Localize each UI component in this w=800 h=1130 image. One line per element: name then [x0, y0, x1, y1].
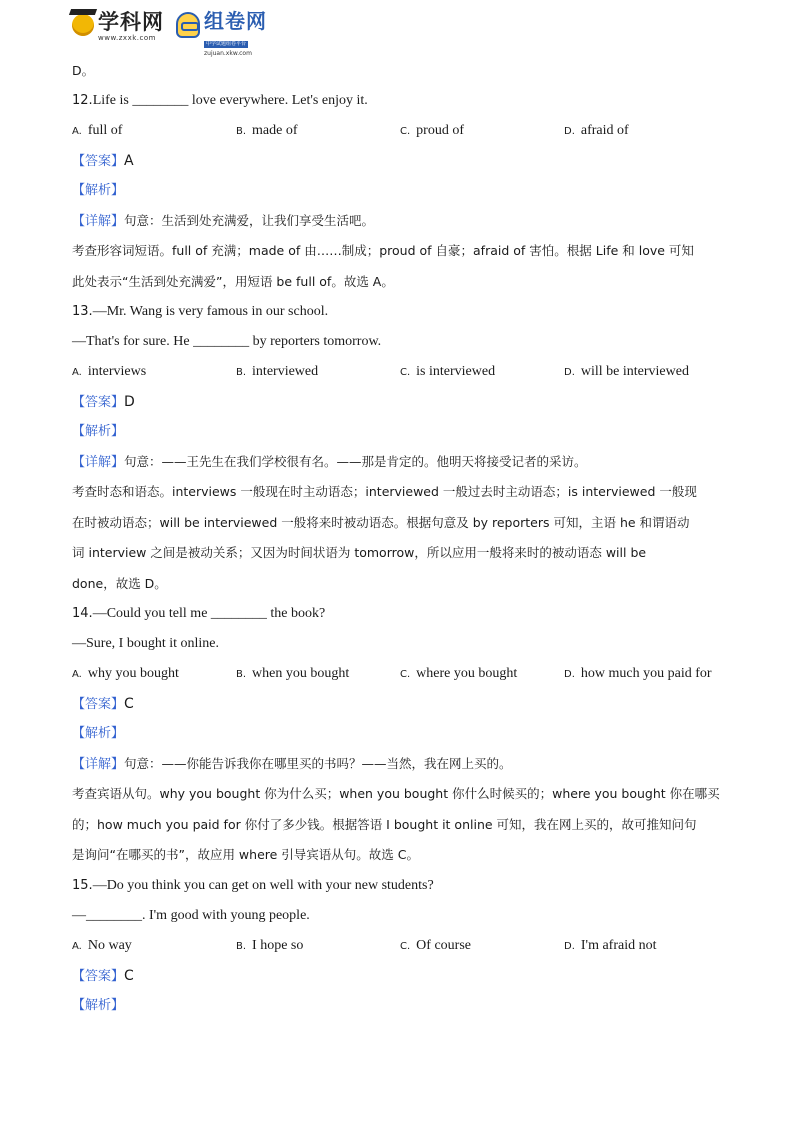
answer-line: 【答案】C — [72, 696, 134, 712]
option-b: B. interviewed — [236, 364, 319, 379]
detail-line: 【详解】句意：——你能告诉我你在哪里买的书吗？——当然，我在网上买的。 — [72, 756, 512, 772]
document-body — [72, 56, 732, 1021]
question-stem: 13.—Mr. Wang is very famous in our school. — [72, 304, 329, 319]
graduation-cap-icon — [72, 14, 94, 36]
options-row — [72, 659, 732, 689]
detail-line: 【详解】句意：——王先生在我们学校很有名。——那是肯定的。他明天将接受记者的采访。 — [72, 454, 587, 470]
logo2-url: zujuan.xkw.com — [204, 50, 252, 57]
question-12 — [72, 86, 732, 297]
option-b: B. when you bought — [236, 666, 350, 681]
option-d: D. will be interviewed — [564, 364, 689, 379]
options-row — [72, 931, 732, 961]
analysis-label: 【解析】 — [72, 424, 125, 439]
logo2-strip: 中学试题组卷平台 — [206, 41, 247, 47]
owl-mascot-icon — [176, 12, 200, 38]
option-c: C. Of course — [400, 937, 471, 953]
option-d: D. how much you paid for — [564, 666, 712, 681]
option-a: A. why you bought — [72, 666, 179, 681]
option-a: A. interviews — [72, 364, 147, 379]
explanation: 考查时态和语态。interviews 一般现在时主动语态；interviewed 一般过去时主动语态；is interviewed 一般现 在时被动语态；will be interviewed 一般将来时被动语态。根据句意及 by reporters 可知，主语 he 和谓语动 词 interview 之间是被动关系；又因为时间状语为 tomorrow，所以应用一般将来时的被动语态 will be done，故选 D。 — [72, 484, 697, 591]
analysis-label: 【解析】 — [72, 997, 125, 1013]
question-13 — [72, 297, 732, 599]
question-15 — [72, 871, 732, 1021]
analysis-label: 【解析】 — [72, 183, 125, 198]
question-stem-line2: —________. I'm good with young people. — [72, 907, 310, 923]
option-d: D. afraid of — [564, 123, 629, 138]
option-c: C. is interviewed — [400, 364, 496, 379]
answer-line: 【答案】C — [72, 967, 134, 984]
options-row — [72, 357, 732, 387]
answer-line: 【答案】A — [72, 153, 134, 169]
previous-answer-tail: D。 — [72, 63, 95, 78]
question-14 — [72, 599, 732, 871]
logo2-text: 组卷网 — [204, 9, 267, 33]
page-header — [72, 9, 302, 57]
question-stem: 14.—Could you tell me ________ the book? — [72, 606, 326, 621]
question-stem-line2: —That's for sure. He ________ by reporters tomorrow. — [72, 334, 382, 349]
logo1-url: www.zxxk.com — [98, 34, 156, 42]
zujuan-logo — [176, 10, 267, 57]
option-c: C. where you bought — [400, 666, 518, 681]
question-stem-line2: —Sure, I bought it online. — [72, 636, 219, 651]
option-a: A. full of — [72, 123, 123, 138]
option-b: B. made of — [236, 123, 298, 138]
explanation: 考查宾语从句。why you bought 你为什么买；when you bought 你什么时候买的；where you bought 你在哪买 的；how much you paid for 你付了多少钱。根据答语 I bought it online 可知，我在网上买的，故可推知问句 是询问“在哪买的书”，故应用 where 引导宾语从句。故选 C。 — [72, 786, 720, 862]
logo1-text: 学科网 — [98, 10, 164, 34]
option-b: B. I hope so — [236, 937, 304, 953]
option-c: C. proud of — [400, 123, 464, 138]
option-a: A. No way — [72, 937, 132, 953]
answer-line: 【答案】D — [72, 394, 135, 410]
detail-line: 【详解】句意：生活到处充满爱，让我们享受生活吧。 — [72, 213, 375, 229]
question-stem: 12.Life is ________ love everywhere. Let's enjoy it. — [72, 93, 368, 108]
analysis-label: 【解析】 — [72, 726, 125, 741]
explanation: 考查形容词短语。full of 充满；made of 由……制成；proud of 自豪；afraid of 害怕。根据 Life 和 love 可知 此处表示“生活到处充满爱”，用短语 be full of。故选 A。 — [72, 243, 694, 289]
options-row — [72, 116, 732, 146]
question-stem: 15.—Do you think you can get on well with your new students? — [72, 877, 434, 893]
zxxk-logo — [72, 10, 164, 42]
option-d: D. I'm afraid not — [564, 937, 657, 953]
